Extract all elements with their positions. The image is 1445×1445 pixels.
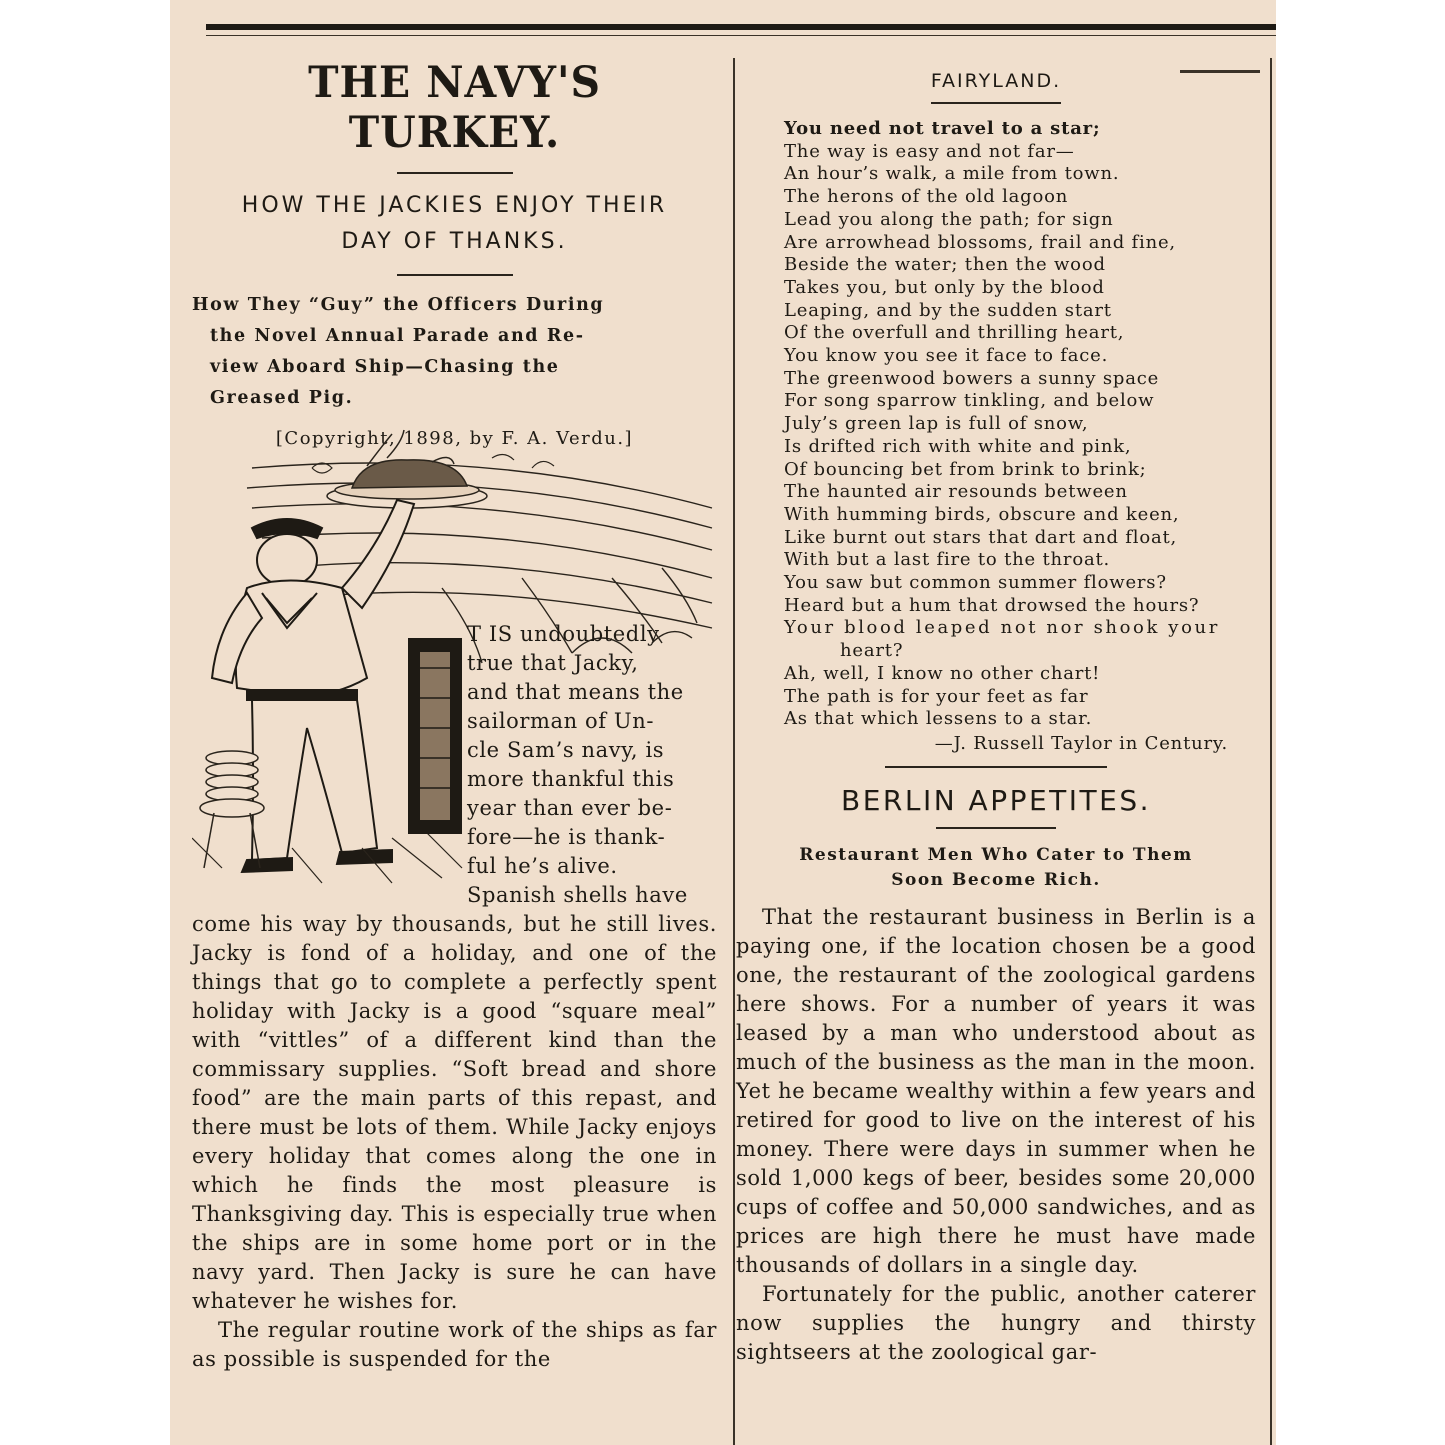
poem-line: Like burnt out stars that dart and float, <box>784 526 1178 548</box>
poem-line: Leaping, and by the sudden start <box>784 299 1112 321</box>
deck-line: the Novel Annual Parade and Re- <box>210 326 585 346</box>
wrap-line: fore—he is thank- <box>467 825 666 849</box>
poem-line: The path is for your feet as far <box>784 685 1089 707</box>
right-column <box>736 50 1256 1367</box>
poem-line: You know you see it face to face. <box>784 345 1109 367</box>
left-column <box>192 50 717 1371</box>
article-deck <box>736 843 1256 893</box>
wrap-line: and that means the <box>467 680 684 704</box>
poem-line: Ah, well, I know no other chart! <box>784 662 1101 684</box>
poem-line: With humming birds, obscure and keen, <box>784 503 1180 525</box>
article-headline: THE NAVY'S TURKEY. <box>308 58 601 158</box>
drop-cap-wrap-text <box>467 620 717 910</box>
top-thin-rule <box>206 35 1276 36</box>
right-column-rule <box>1270 58 1272 1445</box>
wrap-line: year than ever be- <box>467 796 673 820</box>
poem-line: With but a last fire to the throat. <box>784 549 1111 571</box>
wrap-line: ful he’s alive. <box>467 854 618 878</box>
poem-line: Is drifted rich with white and pink, <box>784 435 1132 457</box>
wrap-line: Spanish shells have <box>467 883 688 907</box>
column-divider <box>733 58 735 1445</box>
deck-line: Greased Pig. <box>210 388 354 408</box>
poem-line: Lead you along the path; for sign <box>784 208 1114 230</box>
poem <box>784 118 1256 731</box>
subhead-rule <box>397 274 513 276</box>
poem-line: Are arrowhead blossoms, frail and fine, <box>784 231 1176 253</box>
wrap-line: T IS undoubtedly <box>467 622 660 646</box>
poem-line: For song sparrow tinkling, and below <box>784 390 1155 412</box>
poem-line: The haunted air resounds between <box>784 481 1128 503</box>
body-paragraph: That the restaurant business in Berlin is a paying one, if the location chosen be a good one, the restaurant of the zoological gardens here shows. For a number of years it was leased by a man who understood about as much of the business as the man in the moon. Yet he became wealthy within a few years and retired for good to live on the interest of his money. There were days in summer when he sold 1,000 kegs of beer, besides some 20,000 cups of coffee and 50,000 sandwiches, and as prices are high there he must have made thousands of dollars in a single day. <box>736 904 1256 1277</box>
poem-line: An hour’s walk, a mile from town. <box>784 163 1120 185</box>
deck-line: Restaurant Men Who Cater to Them <box>799 844 1193 865</box>
poem-line: Your blood leaped not nor shook your <box>784 617 1220 639</box>
poem-line: Of bouncing bet from brink to brink; <box>784 458 1147 480</box>
copyright-line: [Copyright, 1898, by F. A. Verdu.] <box>275 428 634 449</box>
poem-line: The herons of the old lagoon <box>784 186 1069 208</box>
body-paragraph: come his way by thousands, but he still lives. Jacky is fond of a holiday, and one of the things that go to complete a perfectly spent holiday with Jacky is a good “square meal” with “vittles” of a different kind than the commissary supplies. “Soft bread and shore food” are the main parts of this repast, and there must be lots of them. While Jacky enjoys every holiday that comes along the one in which he finds the most pleasure is Thanksgiving day. This is especially true when the ships are in some home port or in the navy yard. Then Jacky is sure he can have whatever he wishes for. <box>192 912 717 1313</box>
poem-line: Takes you, but only by the blood <box>784 276 1105 298</box>
body-paragraph: Fortunately for the public, another caterer now supplies the hungry and thirsty sightseers at the zoological gar- <box>736 1281 1256 1364</box>
newspaper-clipping <box>170 0 1276 1445</box>
poem-line: You saw but common summer flowers? <box>784 572 1167 594</box>
body-paragraph: The regular routine work of the ships as far as possible is suspended for the <box>192 1318 717 1371</box>
poem-line: You need not travel to a star; <box>784 118 1101 139</box>
deck-line: Soon Become Rich. <box>891 869 1101 890</box>
wrap-line: sailorman of Un- <box>467 709 655 733</box>
subhead-line: HOW THE JACKIES ENJOY THEIR <box>241 193 668 218</box>
wrap-line: true that Jacky, <box>467 651 639 675</box>
section-rule <box>885 766 1107 768</box>
poem-line: July’s green lap is full of snow, <box>784 413 1089 435</box>
poem-line: heart? <box>840 640 904 662</box>
poem-line: The greenwood bowers a sunny space <box>784 367 1160 389</box>
poem-line: As that which lessens to a star. <box>784 708 1093 730</box>
poem-title-rule <box>931 102 1061 104</box>
deck-line: How They “Guy” the Officers During <box>192 295 605 315</box>
article-headline: BERLIN APPETITES. <box>840 783 1151 817</box>
wrap-line: cle Sam’s navy, is <box>467 738 665 762</box>
article-body <box>192 910 717 1374</box>
headline-rule <box>397 172 513 174</box>
poem-line: The way is easy and not far— <box>784 140 1075 162</box>
poem-line: Beside the water; then the wood <box>784 254 1106 276</box>
top-heavy-rule <box>206 24 1276 30</box>
article-subhead <box>192 188 717 260</box>
deck-line: view Aboard Ship—Chasing the <box>210 357 560 377</box>
subhead-line: DAY OF THANKS. <box>341 229 568 254</box>
drop-cap <box>408 638 462 834</box>
poem-title: FAIRYLAND. <box>930 70 1062 92</box>
poem-attribution: —J. Russell Taylor in Century. <box>934 732 1228 754</box>
headline-rule <box>936 827 1056 829</box>
poem-line: Heard but a hum that drowsed the hours? <box>784 594 1200 616</box>
poem-line: Of the overfull and thrilling heart, <box>784 322 1125 344</box>
article-deck <box>192 290 717 414</box>
wrap-line: more thankful this <box>467 767 675 791</box>
